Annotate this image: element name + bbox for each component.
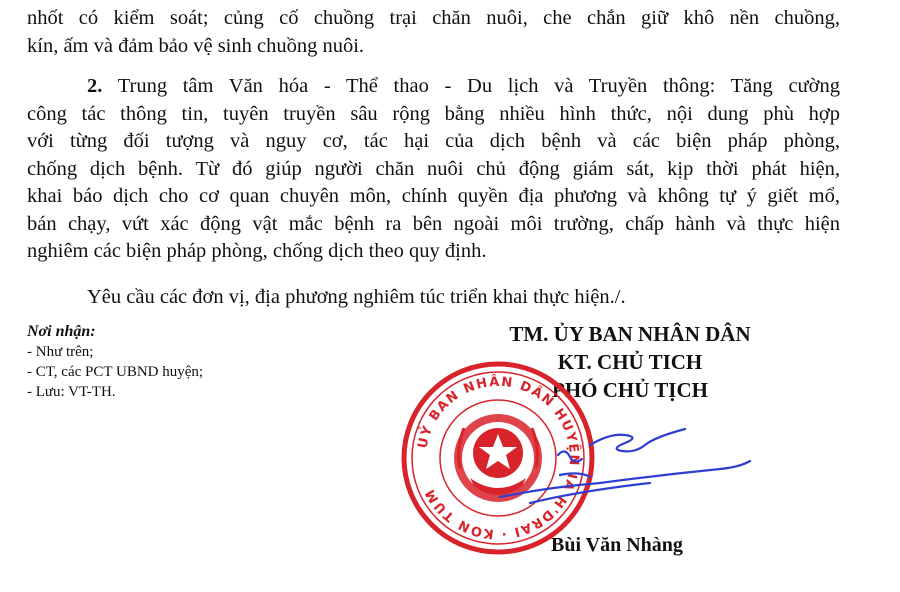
paragraph-1-line-2: kín, ấm và đảm bảo vệ sinh chuồng nuôi. xyxy=(27,34,365,57)
paragraph-2-line-1 xyxy=(27,73,840,101)
recipients-block xyxy=(27,322,327,402)
paragraph-2-line-5: khai báo dịch cho cơ quan chuyên môn, chính quyền địa phương và không tự ý giết mổ, xyxy=(27,185,840,207)
recipient-item: - Như trên; xyxy=(27,344,94,360)
signature-title-line-3: PHÓ CHỦ TỊCH xyxy=(552,378,708,402)
closing-line: Yêu cầu các đơn vị, địa phương nghiêm túc triển khai thực hiện./. xyxy=(87,286,626,308)
signature-title-line-1: TM. ỦY BAN NHÂN DÂN xyxy=(509,322,751,346)
paragraph-2 xyxy=(27,73,840,266)
closing-paragraph xyxy=(27,284,840,312)
paragraph-2-line-1-text: Trung tâm Văn hóa - Thể thao - Du lịch và Truyền thông: Tăng cường xyxy=(117,75,840,97)
paragraph-1-line-1: nhốt có kiểm soát; củng cố chuồng trại chăn nuôi, che chắn giữ khô nền chuồng, xyxy=(27,7,840,29)
paragraph-2-line-7: nghiêm các biện pháp phòng, chống dịch theo quy định. xyxy=(27,240,487,262)
paragraph-2-line-4: chống dịch bệnh. Từ đó giúp người chăn nuôi chủ động giám sát, kịp thời phát hiện, xyxy=(27,157,840,180)
recipients-title: Nơi nhận: xyxy=(27,323,96,340)
recipient-item: - Lưu: VT-TH. xyxy=(27,384,116,400)
paragraph-1 xyxy=(27,5,840,60)
paragraph-2-line-6: bán chạy, vứt xác động vật mắc bệnh ra bên ngoài môi trường, chấp hành và thực hiện xyxy=(27,212,840,235)
handwritten-signature xyxy=(440,415,760,515)
signer-name: Bùi Văn Nhàng xyxy=(551,534,683,556)
seal-text: UỶ BAN NHÂN DÂN HUYỆN IA H'DRAI · KON TUM xyxy=(415,374,582,542)
paragraph-2-line-2: công tác thông tin, tuyên truyền sâu rộng bằng nhiều hình thức, nội dung phù hợp xyxy=(27,102,840,125)
item-number: 2. xyxy=(87,75,103,97)
paragraph-2-line-3: với từng đối tượng và nguy cơ, tác hại của dịch bệnh và các biện pháp phòng, xyxy=(27,130,840,152)
recipient-item: - CT, các PCT UBND huyện; xyxy=(27,364,204,380)
signature-title-line-2: KT. CHỦ TICH xyxy=(557,350,703,374)
